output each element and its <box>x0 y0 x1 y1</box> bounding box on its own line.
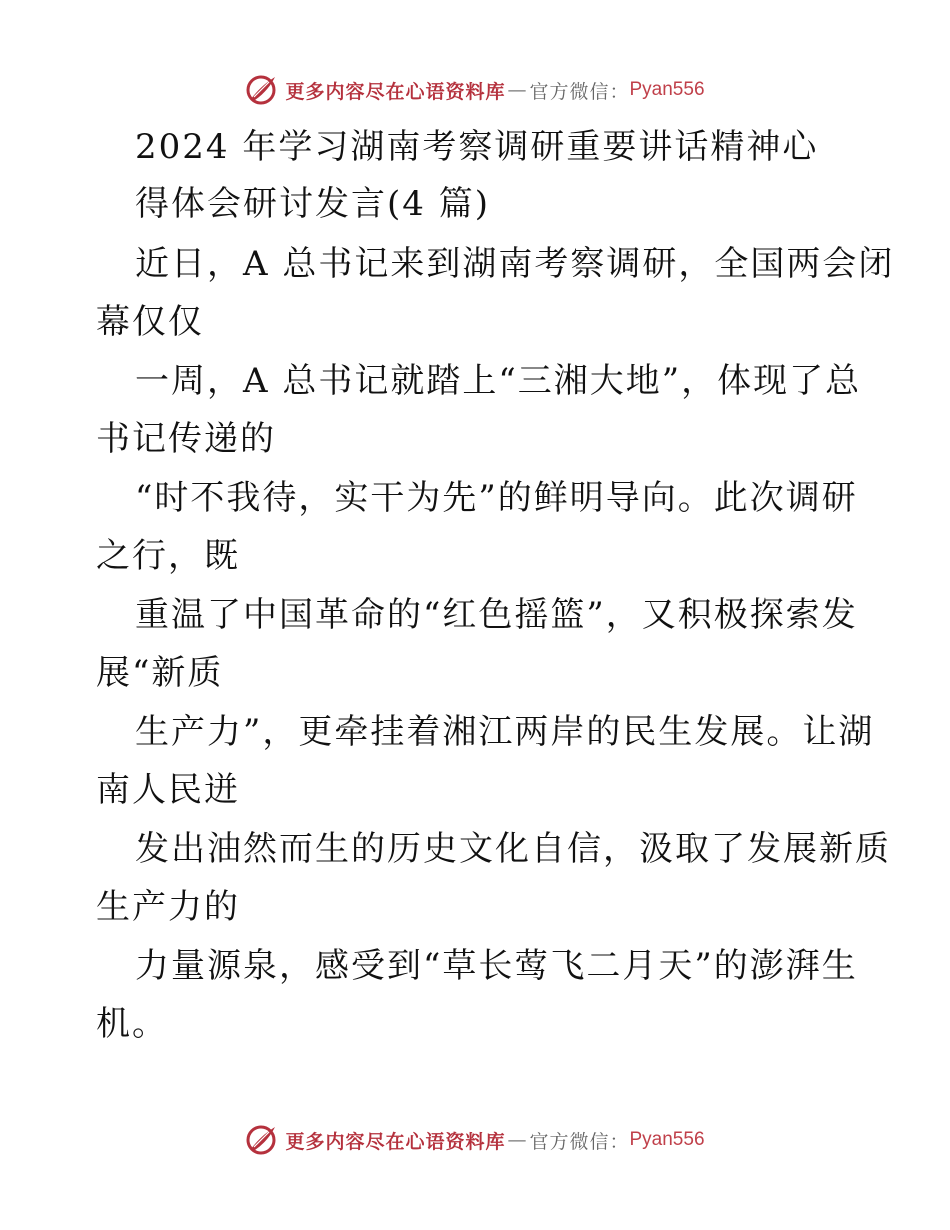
quill-pen-logo-icon <box>245 73 279 107</box>
quill-pen-logo-icon <box>245 1123 279 1157</box>
header-banner <box>0 70 950 110</box>
body-line: 书记传递的 <box>96 419 276 459</box>
banner-contact-id: Pyan556 <box>629 1129 705 1150</box>
banner-contact-label: 官方微信： <box>529 1130 630 1153</box>
document-title-line-2: 得体会研讨发言(4 篇) <box>135 184 490 224</box>
banner-separator: — <box>507 1129 528 1151</box>
body-line: 生产力的 <box>96 887 240 927</box>
body-line: 重温了中国革命的“红色摇篮”，又积极探索发 <box>135 595 858 635</box>
banner-text <box>285 77 704 104</box>
body-line: 南人民迸 <box>96 770 240 810</box>
banner-contact-label: 官方微信： <box>529 80 630 103</box>
banner-brand: 更多内容尽在心语资料库 <box>285 1130 506 1153</box>
body-line: 之行，既 <box>96 536 240 576</box>
body-line: 幕仅仅 <box>96 302 204 342</box>
document-title-line-1: 2024 年学习湖南考察调研重要讲话精神心 <box>135 127 819 167</box>
footer-banner <box>0 1120 950 1160</box>
body-line: 生产力”，更牵挂着湘江两岸的民生发展。让湖 <box>135 712 875 752</box>
body-line: 近日，A 总书记来到湖南考察调研，全国两会闭 <box>135 244 895 284</box>
banner-text <box>285 1127 704 1154</box>
body-line: 发出油然而生的历史文化自信，汲取了发展新质 <box>135 829 891 869</box>
body-line: 力量源泉，感受到“草长莺飞二月天”的澎湃生 <box>135 946 858 986</box>
body-line: 一周，A 总书记就踏上“三湘大地”，体现了总 <box>135 361 862 401</box>
body-line: 展“新质 <box>96 653 224 693</box>
body-line: “时不我待，实干为先”的鲜明导向。此次调研 <box>135 478 858 518</box>
banner-contact-id: Pyan556 <box>629 79 705 100</box>
body-line: 机。 <box>96 1004 168 1044</box>
banner-separator: — <box>507 79 528 101</box>
banner-brand: 更多内容尽在心语资料库 <box>285 80 506 103</box>
